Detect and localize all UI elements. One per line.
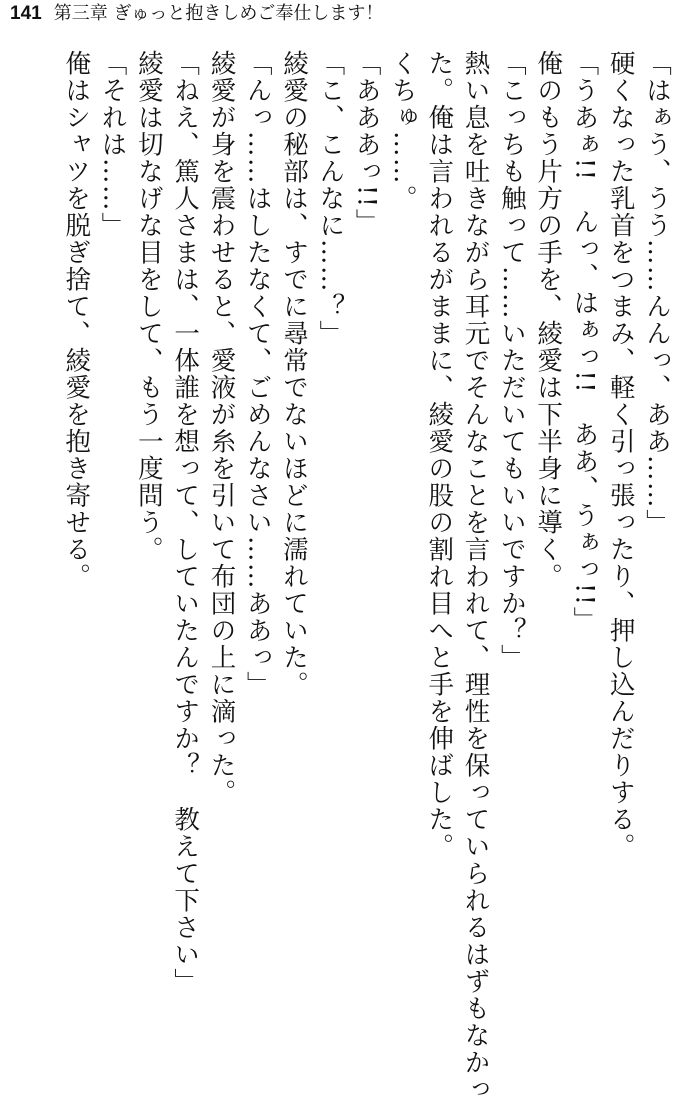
- paragraph: 綾愛が身を震わせると、愛液が糸を引いて布団の上に滴った。: [206, 50, 237, 806]
- paragraph: 「こっちも触って……いただいてもいいですか？」: [496, 50, 527, 671]
- paragraph: 俺のもう片方の手を、綾愛は下半身に導く。: [533, 50, 564, 590]
- paragraph: 綾愛は切なげな目をして、もう一度問う。: [133, 50, 164, 563]
- paragraph: 「こ、こんなに……？」: [315, 50, 346, 347]
- paragraph: 「うあぁ!! んっ、はぁっ!! ああ、うぁっ!!」: [569, 50, 600, 634]
- paragraph: 熱い息を吐きながら耳元でそんなことを言われて、理性を保っていられるはずもなかっ た。俺は言われるがままに、綾愛の股の割れ目へと手を伸ばした。: [424, 50, 491, 1103]
- paragraph: 「ねえ、篤人さまは、一体誰を想って、していたんですか？ 教えて下さい」: [170, 50, 201, 995]
- body-text: [58, 50, 675, 1103]
- paragraph: 俺はシャツを脱ぎ捨て、綾愛を抱き寄せる。: [61, 50, 92, 590]
- paragraph: 綾愛の秘部は、すでに尋常でないほどに濡れていた。: [279, 50, 310, 698]
- paragraph: 「はぁう、うう……んんっ、ああ……」: [642, 50, 672, 536]
- paragraph: 「あああっ!!」: [351, 50, 382, 236]
- page-header: [10, 2, 383, 26]
- paragraph: 「それは……」: [97, 50, 128, 239]
- chapter-title: 第三章 ぎゅっと抱きしめご奉仕します！: [53, 3, 384, 24]
- paragraph: 「んっ……はしたなくて、ごめんなさい……ああっ」: [242, 50, 273, 698]
- page-number: 141: [10, 3, 42, 24]
- paragraph: くちゅ……。: [387, 50, 418, 212]
- paragraph: 硬くなった乳首をつまみ、軽く引っ張ったり、押し込んだりする。: [605, 50, 636, 860]
